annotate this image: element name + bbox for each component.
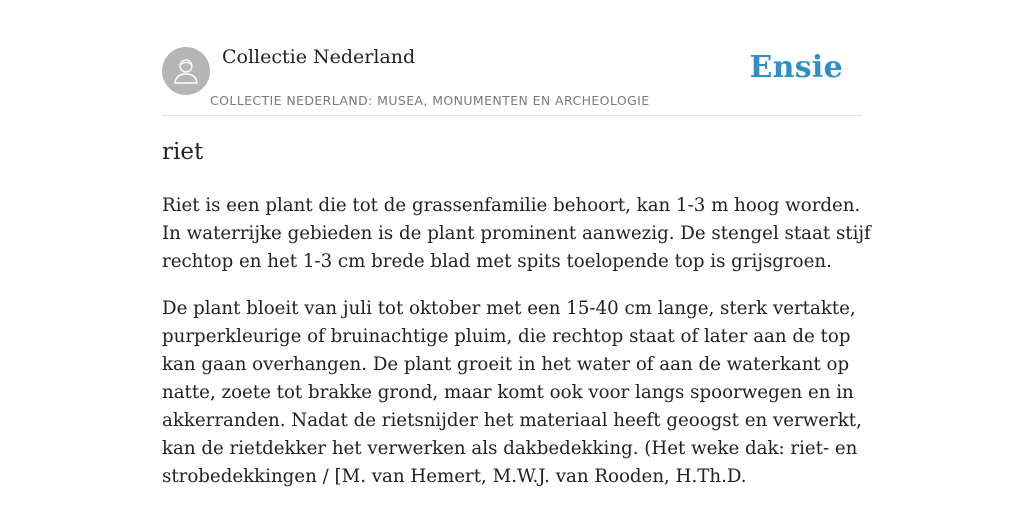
entry-body [162, 192, 872, 510]
entry-title: riet [162, 139, 204, 165]
entry-paragraph: Riet is een plant die tot de grassenfamilie behoort, kan 1-3 m hoog worden. In waterrijke gebieden is de plant prominent aanwezig. De stengel staat stijf rechtop en het 1-3 cm brede blad met spits toelopende top is grijsgroen. [162, 195, 871, 272]
avatar[interactable] [162, 47, 210, 95]
user-avatar-icon [171, 56, 201, 86]
entry-paragraph: De plant bloeit van juli tot oktober met een 15-40 cm lange, sterk vertakte, purperkleurige of bruinachtige pluim, die rechtop staat of later aan de top kan gaan overhangen. De plant groeit in het water of aan de waterkant op natte, zoete tot brakke grond, maar komt ook voor langs spoorwegen en in akkerranden. Nadat de rietsnijder het materiaal heeft geoogst en verwerkt, kan de rietdekker het verwerken als dakbedekking. (Het weke dak: riet- en strobedekkingen / [M. van Hemert, M.W.J. van Rooden, H.Th.D. [162, 298, 862, 487]
brand-logo[interactable]: Ensie [749, 50, 843, 85]
source-label[interactable]: COLLECTIE NEDERLAND: MUSEA, MONUMENTEN EN ARCHEOLOGIE [210, 93, 650, 108]
header-divider [162, 115, 862, 116]
author-name[interactable]: Collectie Nederland [222, 46, 416, 68]
